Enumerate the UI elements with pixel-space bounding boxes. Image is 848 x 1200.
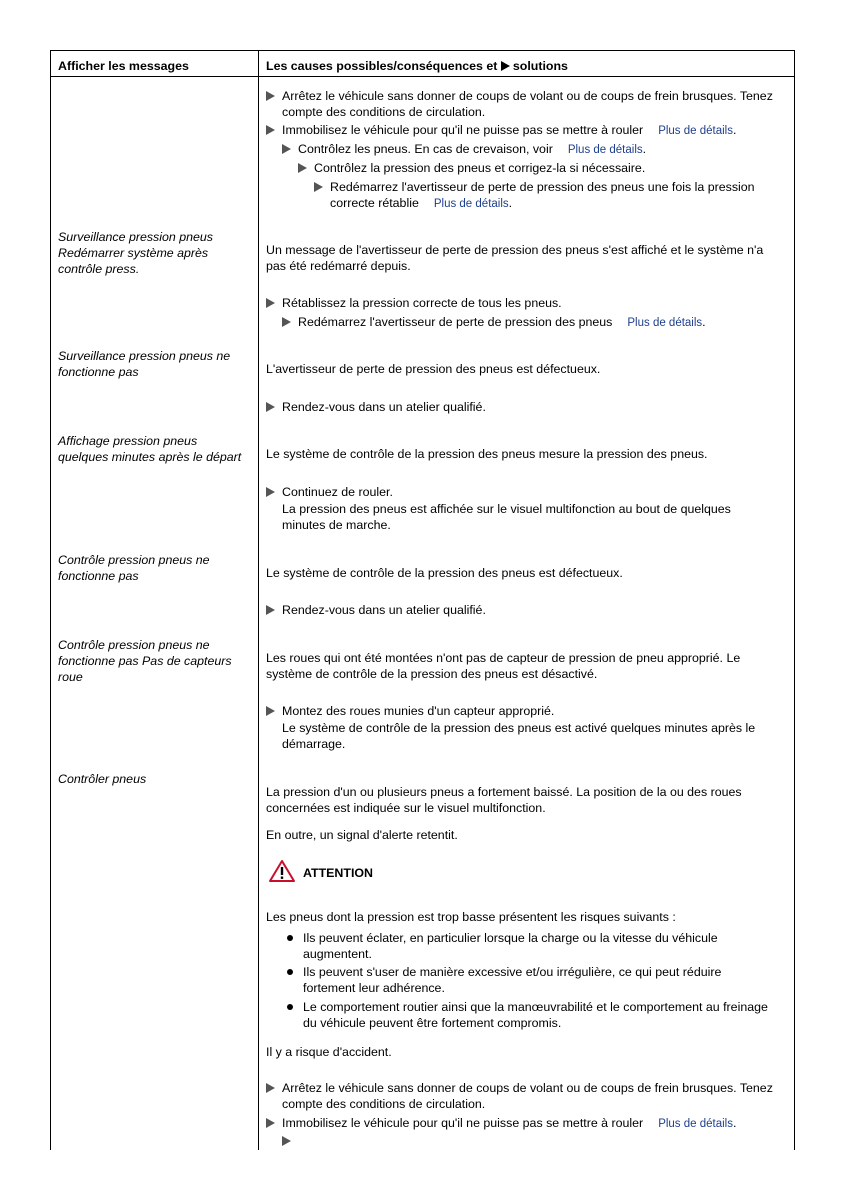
- risk-text: Il y a risque d'accident.: [266, 1045, 392, 1059]
- cause-text: La pression d'un ou plusieurs pneus a fortement baissé. La position de la ou des roues: [266, 785, 742, 799]
- step-text: Rendez-vous dans un atelier qualifié.: [282, 400, 486, 414]
- cause-text: pas été redémarré depuis.: [266, 259, 411, 273]
- message-text: contrôle press.: [58, 262, 140, 276]
- message-text: quelques minutes après le départ: [58, 450, 242, 464]
- column-divider: [258, 50, 259, 1150]
- cause-text: Le système de contrôle de la pression des pneus mesure la pression des pneus.: [266, 447, 708, 461]
- step-text: Rendez-vous dans un atelier qualifié.: [282, 603, 486, 617]
- message-text: Redémarrer système après: [58, 246, 209, 260]
- bullet-icon: [287, 1004, 293, 1010]
- step-arrow-icon: [298, 160, 307, 176]
- bullet-text: augmentent.: [303, 947, 372, 961]
- step-arrow-icon: [266, 1080, 275, 1096]
- step-arrow-icon: [266, 484, 275, 500]
- step-text: Contrôlez les pneus. En cas de crevaison, voir Plus de détails.: [298, 142, 647, 156]
- step-arrow-icon: [266, 399, 275, 415]
- step-label: Immobilisez le véhicule pour qu'il ne puisse pas se mettre à rouler: [282, 123, 644, 137]
- step-arrow-icon: [282, 314, 291, 330]
- step-text: minutes de marche.: [282, 518, 391, 532]
- cause-text: Un message de l'avertisseur de perte de pression des pneus s'est affiché et le système n'a: [266, 243, 764, 257]
- warning-triangle-icon: [268, 859, 296, 883]
- header-col-causes-text: Les causes possibles/conséquences et: [266, 59, 498, 73]
- message-text: Surveillance pression pneus: [58, 230, 213, 244]
- cause-text: En outre, un signal d'alerte retentit.: [266, 828, 458, 842]
- step-arrow-icon: [282, 141, 291, 157]
- step-text: Immobilisez le véhicule pour qu'il ne puisse pas se mettre à rouler Plus de détails.: [282, 1116, 737, 1130]
- step-text: Redémarrez l'avertisseur de perte de pression des pneus Plus de détails.: [298, 315, 706, 329]
- step-text: Rétablissez la pression correcte de tous les pneus.: [282, 296, 562, 310]
- details-link[interactable]: Plus de détails: [433, 198, 509, 210]
- step-arrow-icon: [282, 1133, 291, 1149]
- cause-text: système de contrôle de la pression des pneus est désactivé.: [266, 667, 598, 681]
- step-arrow-icon: [266, 1115, 275, 1131]
- message-text: fonctionne pas: [58, 569, 139, 583]
- step-label: Redémarrez l'avertisseur de perte de pression des pneus: [298, 315, 613, 329]
- cause-text: Les roues qui ont été montées n'ont pas de capteur de pression de pneu approprié. Le: [266, 651, 741, 665]
- message-text: Contrôle pression pneus ne: [58, 638, 210, 652]
- step-text: Arrêtez le véhicule sans donner de coups de volant ou de coups de frein brusques. Tenez: [282, 89, 773, 103]
- warning-title: ATTENTION: [303, 866, 373, 880]
- message-text: fonctionne pas: [58, 365, 139, 379]
- cause-text: Le système de contrôle de la pression des pneus est défectueux.: [266, 566, 623, 580]
- cause-text: concernées est indiquée sur le visuel multifonction.: [266, 801, 546, 815]
- header-col-causes: [266, 59, 568, 73]
- bullet-icon: [287, 969, 293, 975]
- step-text: Contrôlez la pression des pneus et corrigez-la si nécessaire.: [314, 161, 646, 175]
- bullet-text: fortement leur adhérence.: [303, 981, 445, 995]
- step-label: Contrôlez les pneus. En cas de crevaison, voir: [298, 142, 553, 156]
- header-rule: [50, 76, 795, 77]
- step-text: compte des conditions de circulation.: [282, 105, 486, 119]
- message-text: Surveillance pression pneus ne: [58, 349, 231, 363]
- bullet-text: Le comportement routier ainsi que la manœuvrabilité et le comportement au freinage: [303, 1000, 768, 1014]
- step-text: Le système de contrôle de la pression des pneus est activé quelques minutes après le: [282, 721, 756, 735]
- step-text: démarrage.: [282, 737, 346, 751]
- step-text: Montez des roues munies d'un capteur approprié.: [282, 704, 555, 718]
- step-text: Redémarrez l'avertisseur de perte de pression des pneus une fois la pression: [330, 180, 755, 194]
- step-arrow-icon: [266, 88, 275, 104]
- message-text: Contrôle pression pneus ne: [58, 553, 210, 567]
- step-label: correcte rétablie: [330, 196, 419, 210]
- bullet-icon: [287, 935, 293, 941]
- details-link[interactable]: Plus de détails: [658, 125, 733, 137]
- step-text: La pression des pneus est affichée sur le visuel multifonction au bout de quelques: [282, 502, 731, 516]
- step-text: correcte rétablie Plus de détails.: [330, 196, 513, 210]
- risk-intro: Les pneus dont la pression est trop basse présentent les risques suivants :: [266, 910, 676, 924]
- bullet-text: Ils peuvent s'user de manière excessive et/ou irrégulière, ce qui peut réduire: [303, 965, 722, 979]
- message-text: roue: [58, 670, 83, 684]
- step-text: Continuez de rouler.: [282, 485, 393, 499]
- step-text: Immobilisez le véhicule pour qu'il ne puisse pas se mettre à rouler Plus de détails.: [282, 123, 737, 137]
- details-link[interactable]: Plus de détails: [658, 1118, 733, 1130]
- step-arrow-icon: [266, 122, 275, 138]
- step-text: compte des conditions de circulation.: [282, 1097, 486, 1111]
- header-col-solutions: solutions: [512, 59, 568, 73]
- bullet-text: Ils peuvent éclater, en particulier lorsque la charge ou la vitesse du véhicule: [303, 931, 718, 945]
- message-text: Affichage pression pneus: [58, 434, 198, 448]
- step-arrow-icon: [266, 295, 275, 311]
- details-link[interactable]: Plus de détails: [627, 317, 703, 329]
- details-link[interactable]: Plus de détails: [567, 144, 643, 156]
- message-text: Contrôler pneus: [58, 772, 147, 786]
- step-arrow-icon: [266, 703, 275, 719]
- step-arrow-icon: [266, 602, 275, 618]
- step-arrow-icon: [314, 179, 323, 195]
- step-label: Immobilisez le véhicule pour qu'il ne puisse pas se mettre à rouler: [282, 1116, 644, 1130]
- cause-text: L'avertisseur de perte de pression des pneus est défectueux.: [266, 362, 601, 376]
- message-text: fonctionne pas Pas de capteurs: [58, 654, 232, 668]
- arrow-icon: [501, 61, 510, 71]
- step-text: Arrêtez le véhicule sans donner de coups de volant ou de coups de frein brusques. Tenez: [282, 1081, 773, 1095]
- header-col-messages: Afficher les messages: [58, 59, 189, 73]
- bullet-text: du véhicule peuvent être fortement compromis.: [303, 1016, 562, 1030]
